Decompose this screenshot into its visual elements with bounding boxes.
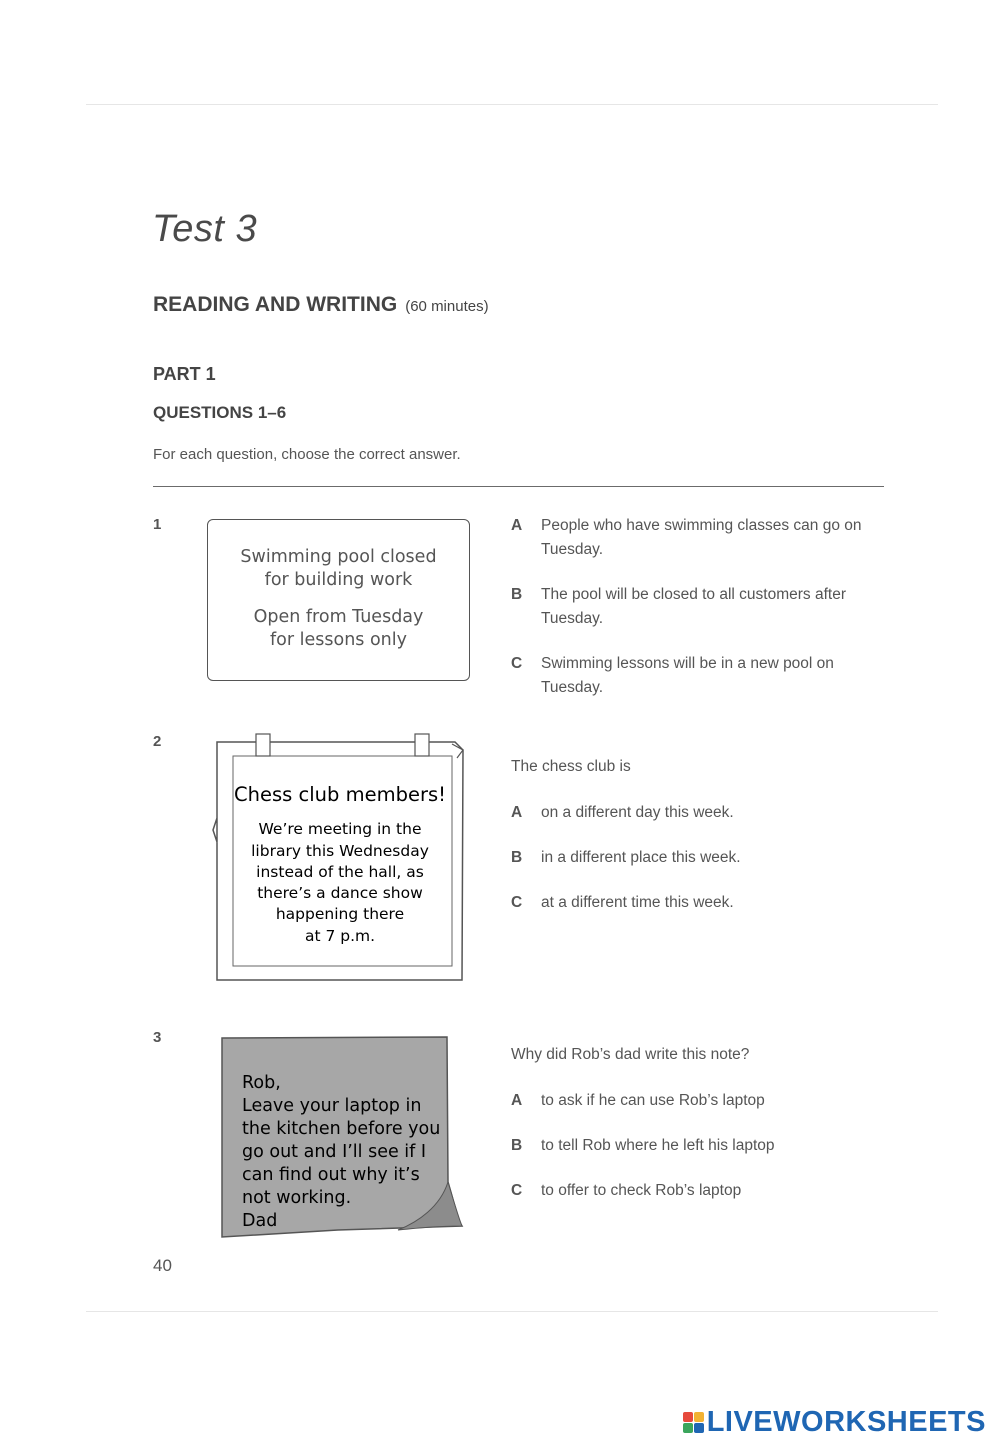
q2-option-a[interactable] [511,801,891,825]
option-text: People who have swimming classes can go on Tuesday. [541,517,862,558]
liveworksheets-logo[interactable] [683,1406,986,1439]
poster-heading: Chess club members! [234,783,446,806]
note-line: Dad [242,1211,278,1231]
poster-line: happening there [275,905,405,923]
sticky-note [218,1032,468,1242]
option-letter: A [511,804,523,821]
option-letter: C [511,894,523,911]
q3-option-c[interactable] [511,1179,891,1203]
instruction-text: For each question, choose the correct answer. [153,446,461,463]
q1-option-c[interactable] [511,652,891,700]
q3-stem: Why did Rob’s dad write this note? [511,1046,750,1063]
brand-name: LIVEWORKSHEETS [706,1406,986,1438]
note-line: can find out why it’s [242,1165,420,1185]
poster-line: there’s a dance show [257,884,423,902]
option-letter: B [511,1137,523,1154]
note-line: go out and I’ll see if I [242,1142,427,1162]
questions-range: QUESTIONS 1–6 [153,403,287,422]
sign-line-2: for building work [264,570,413,590]
option-text: on a different day this week. [541,804,734,821]
tape-left [256,734,270,756]
option-letter: B [511,586,523,603]
part-heading: PART 1 [153,364,216,384]
option-text: to ask if he can use Rob’s laptop [541,1092,765,1109]
q2-option-b[interactable] [511,846,891,870]
swimming-pool-sign [207,519,470,681]
page-title: Test 3 [152,208,258,250]
poster-line: library this Wednesday [251,842,429,860]
question-number-3: 3 [153,1029,162,1046]
note-line: Leave your laptop in [242,1096,422,1116]
q2-option-c[interactable] [511,891,891,915]
bottom-page-rule [86,1311,938,1312]
option-letter: A [511,1092,523,1109]
section-duration: (60 minutes) [405,298,489,315]
option-text: to tell Rob where he left his laptop [541,1137,775,1154]
sign-line-1: Swimming pool closed [240,547,437,567]
liveworksheets-icon [683,1412,704,1433]
option-letter: C [511,655,523,672]
option-text: at a different time this week. [541,894,734,911]
option-text: to offer to check Rob’s laptop [541,1182,742,1199]
question-number-2: 2 [153,733,162,750]
section-title: READING AND WRITING [153,293,398,316]
poster-line: at 7 p.m. [304,927,376,945]
option-text: in a different place this week. [541,849,741,866]
top-page-rule [86,104,938,105]
q1-option-a[interactable] [511,514,891,562]
q3-option-a[interactable] [511,1089,891,1113]
tape-right [415,734,429,756]
option-letter: B [511,849,523,866]
poster-line: We’re meeting in the [258,820,422,838]
note-line: the kitchen before you [242,1119,441,1139]
poster-line: instead of the hall, as [256,863,424,881]
section-heading [153,293,489,317]
note-line: Rob, [242,1073,281,1093]
q1-option-b[interactable] [511,583,891,631]
option-letter: A [511,517,523,534]
sign-line-4: for lessons only [270,630,407,650]
note-line: not working. [242,1188,352,1208]
question-number-1: 1 [153,516,162,533]
option-text: Swimming lessons will be in a new pool on Tuesday. [541,655,834,696]
q3-option-b[interactable] [511,1134,891,1158]
chess-club-poster [210,730,470,986]
sign-line-3: Open from Tuesday [253,607,424,627]
page-number: 40 [153,1256,172,1275]
option-text: The pool will be closed to all customers after Tuesday. [541,586,846,627]
instruction-divider [153,486,884,487]
option-letter: C [511,1182,523,1199]
q2-stem: The chess club is [511,758,631,775]
